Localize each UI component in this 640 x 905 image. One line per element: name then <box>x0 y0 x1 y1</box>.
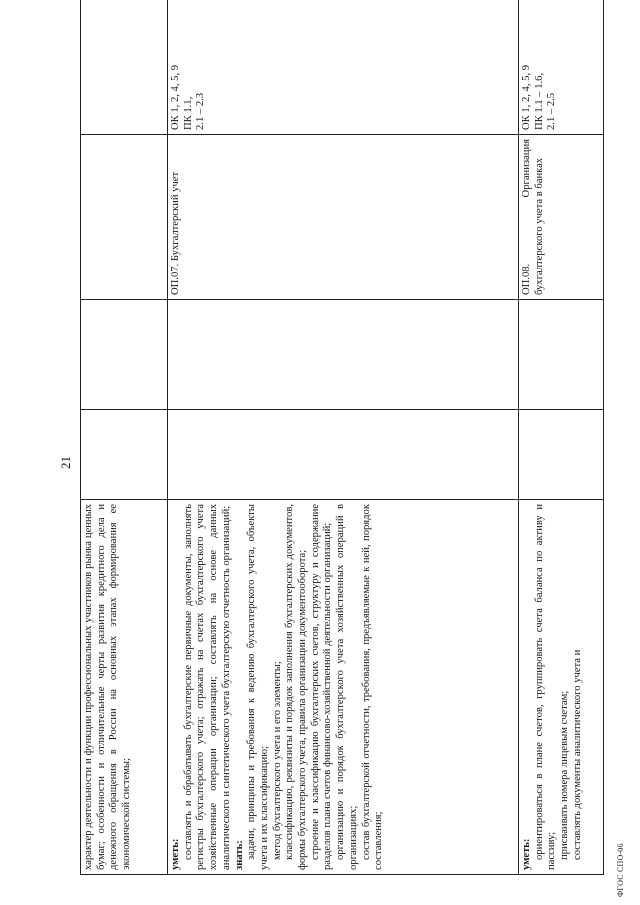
competency-line: ОК 1, 2, 4, 5, 9 <box>170 64 181 130</box>
umet-text: составлять и обрабатывать бухгалтерские первичные документы, заполнять регистры бухгалтерского учета; отражать на счетах бухгалтерского учета хозяйственные операции организации; составлять на основе данных аналитического и синтетического учета бухгалтерскую отчетность организаций; <box>182 504 232 870</box>
znat-label: знать: <box>233 840 245 870</box>
content-cell: характер деятельности и функции профессиональных участников рынка ценных бумаг; особенности и отличительные черты развития кредитного дела и денежного обращения в России на основных этапах формирования ее экономической системы; <box>81 500 168 875</box>
competencies-cell <box>81 0 168 135</box>
competency-line: ОК 1, 2, 4, 5, 9 <box>521 64 532 130</box>
umet-item: ориентироваться в плане счетов, группировать счета баланса по активу и пассиву; <box>533 504 558 870</box>
table-row <box>519 0 604 875</box>
umet-label: уметь: <box>170 838 181 870</box>
umet-item: присваивать номера лицевым счетам; <box>559 690 571 860</box>
discipline-cell <box>81 135 168 300</box>
hours-mandatory-cell <box>81 300 168 410</box>
competency-line: ПК 1.1, <box>182 96 194 130</box>
competency-line: ПК 1.1 – 1.6, <box>533 72 545 130</box>
umet-item: составлять документы аналитического учета и <box>571 649 583 860</box>
hours-total-cell <box>81 410 168 500</box>
table-row <box>81 0 168 875</box>
page-number: 21 <box>58 456 73 469</box>
table-row <box>168 0 519 875</box>
znat-item: состав бухгалтерской отчетности, требования, предъявляемые к ней, порядок составления; <box>360 504 385 870</box>
footer-label: ФГОС СПО-06 <box>616 843 625 897</box>
hours-mandatory-cell <box>168 300 519 410</box>
znat-item: организацию и порядок бухгалтерского учета хозяйственных операций в организациях; <box>335 504 359 870</box>
hours-total-cell <box>168 410 519 500</box>
competency-line: 2.1 – 2.3 <box>195 92 207 130</box>
competencies-cell <box>519 0 604 135</box>
hours-total-cell <box>519 410 604 500</box>
znat-item: метод бухгалтерского учета и его элементы; <box>271 661 283 860</box>
znat-item: строение и классификацию бухгалтерских счетов, структуру и содержание разделов плана счетов финансово-хозяйственной деятельности организаций; <box>309 504 334 870</box>
hours-mandatory-cell <box>519 300 604 410</box>
umet-label: уметь: <box>521 838 532 870</box>
competencies-cell <box>168 0 519 135</box>
discipline-cell: ОП.08. Организация бухгалтерского учета в банках <box>519 135 604 300</box>
content-cell <box>168 500 519 875</box>
discipline-cell: ОП.07. Бухгалтерский учет <box>168 135 519 300</box>
znat-item: задачи, принципы и требования к ведению бухгалтерского учета, объекты учета и их классификацию; <box>246 504 270 870</box>
content-cell <box>519 500 604 875</box>
competency-line: 2.1 – 2.5 <box>546 92 558 130</box>
curriculum-table <box>80 0 604 875</box>
znat-item: классификацию, реквизиты и порядок заполнения бухгалтерских документов, формы бухгалтерского учета, правила организации документооборота; <box>284 504 309 870</box>
